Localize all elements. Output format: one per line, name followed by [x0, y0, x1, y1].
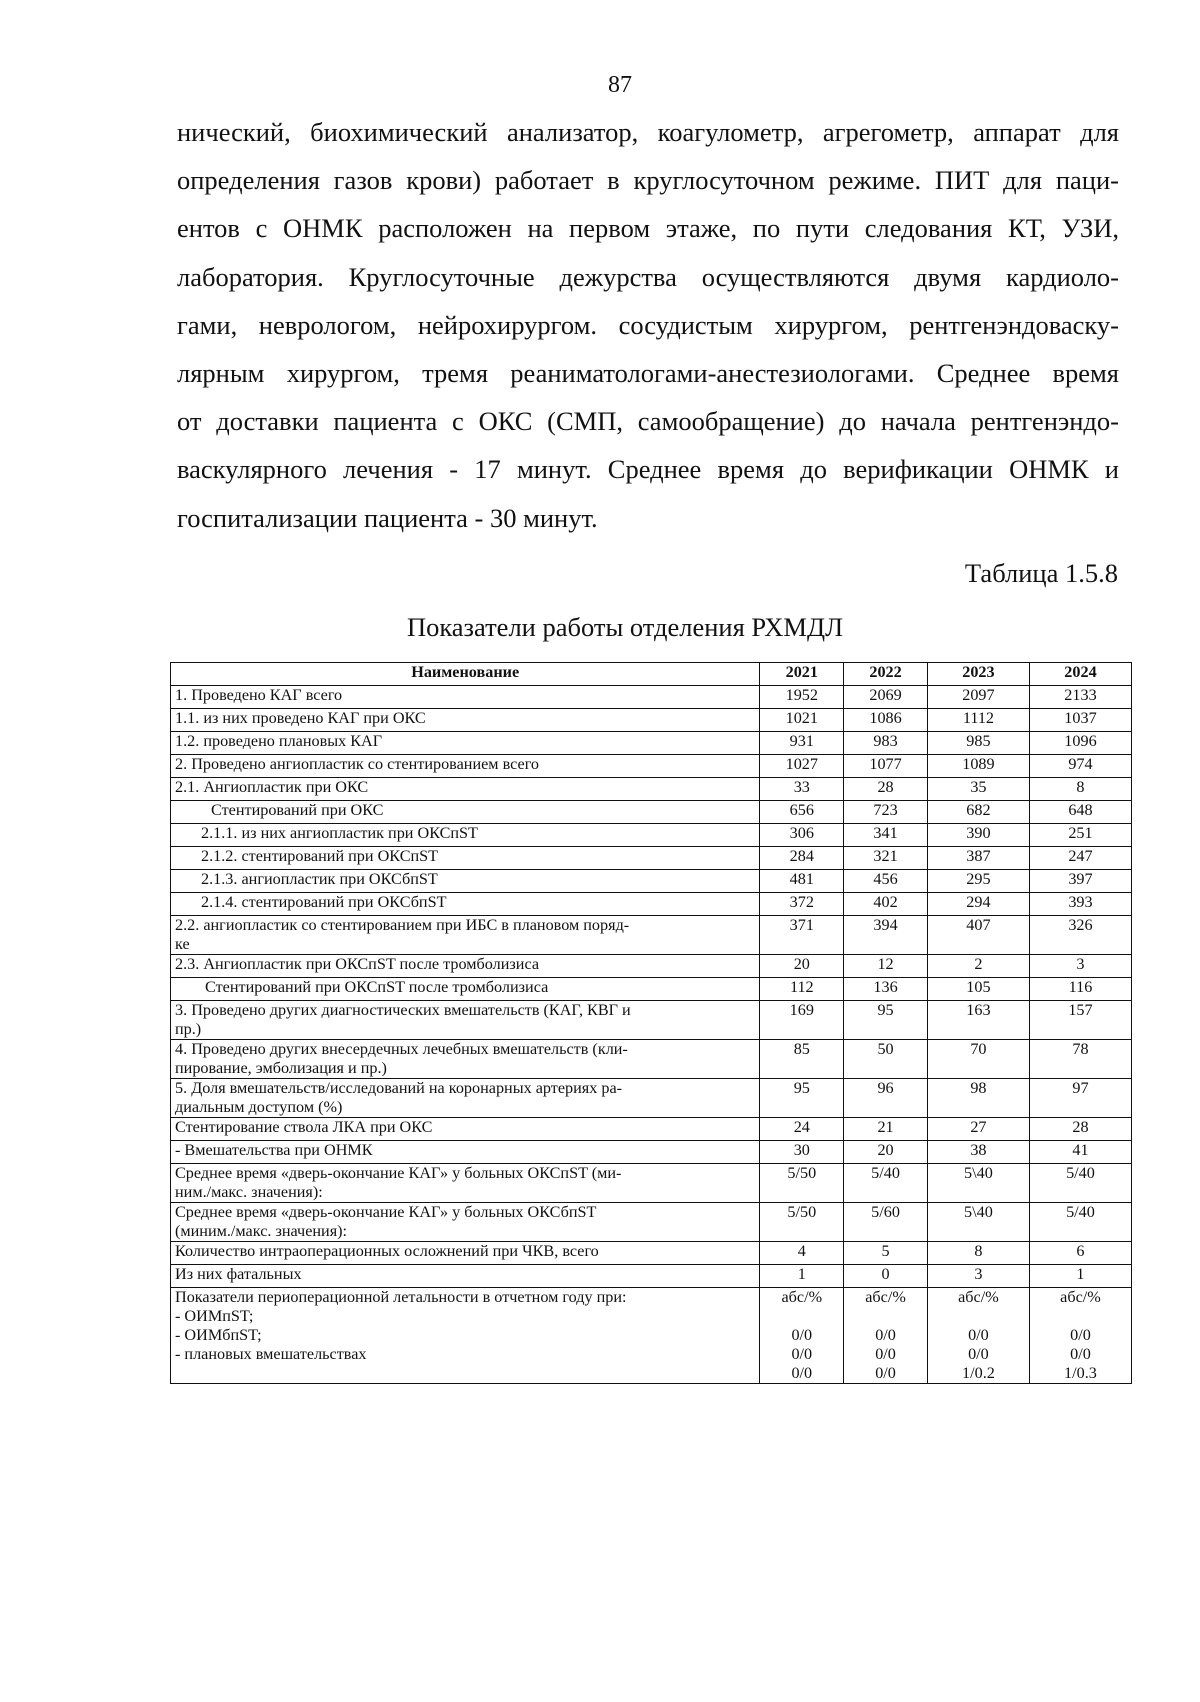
table-row-mortality	[171, 1288, 1132, 1384]
value-cell: 371	[760, 916, 844, 955]
page-number: 87	[608, 72, 632, 98]
value-cell: 390	[927, 824, 1029, 847]
value-cell: 1037	[1029, 709, 1131, 732]
value-cell: 96	[844, 1079, 928, 1118]
value-cell: 983	[844, 732, 928, 755]
header-2024: 2024	[1029, 663, 1131, 686]
value-cell: 6	[1029, 1242, 1131, 1265]
value-cell: 1077	[844, 755, 928, 778]
value-cell: 306	[760, 824, 844, 847]
value-cell: 284	[760, 847, 844, 870]
value-cell: 163	[927, 1001, 1029, 1040]
row-name: Стентирование ствола ЛКА при ОКС	[171, 1118, 760, 1141]
value-cell: 372	[760, 893, 844, 916]
value-cell: абс/% 0/0 0/0 0/0	[844, 1288, 928, 1384]
value-cell: 98	[927, 1079, 1029, 1118]
value-cell: 5/60	[844, 1203, 928, 1242]
row-name: 2. Проведено ангиопластик со стентированием всего	[171, 755, 760, 778]
table-row	[171, 916, 1132, 955]
value-cell: 456	[844, 870, 928, 893]
value-cell: 3	[927, 1265, 1029, 1288]
paragraph-line: ентов с ОНМК расположен на первом этаже, по пути следования КТ, УЗИ,	[177, 213, 1119, 244]
table-row	[171, 801, 1132, 824]
value-cell: 5\40	[927, 1203, 1029, 1242]
row-name: Среднее время «дверь-окончание КАГ» у больных ОКСпST (ми- ним./макс. значения):	[171, 1164, 760, 1203]
value-cell: 648	[1029, 801, 1131, 824]
table-row	[171, 778, 1132, 801]
value-cell: 112	[760, 978, 844, 1001]
value-cell: 1089	[927, 755, 1029, 778]
value-cell: 247	[1029, 847, 1131, 870]
value-cell: 78	[1029, 1040, 1131, 1079]
value-cell: 1096	[1029, 732, 1131, 755]
value-cell: 682	[927, 801, 1029, 824]
value-cell: 1112	[927, 709, 1029, 732]
value-cell: 95	[760, 1079, 844, 1118]
value-cell: 5/40	[1029, 1203, 1131, 1242]
row-name: 4. Проведено других внесердечных лечебных вмешательств (кли- пирование, эмболизация и пр.)	[171, 1040, 760, 1079]
value-cell: 2069	[844, 686, 928, 709]
header-2021: 2021	[760, 663, 844, 686]
row-name: Стентирований при ОКСпST после тромболизиса	[171, 978, 760, 1001]
table-row	[171, 1118, 1132, 1141]
table-row	[171, 870, 1132, 893]
value-cell: 41	[1029, 1141, 1131, 1164]
table-row	[171, 824, 1132, 847]
paragraph-line: васкулярного лечения - 17 минут. Среднее время до верификации ОНМК и	[177, 454, 1119, 485]
value-cell: 97	[1029, 1079, 1131, 1118]
value-cell: 387	[927, 847, 1029, 870]
value-cell: 12	[844, 955, 928, 978]
value-cell: 38	[927, 1141, 1029, 1164]
row-name: 2.1. Ангиопластик при ОКС	[171, 778, 760, 801]
value-cell: 2	[927, 955, 1029, 978]
table-row	[171, 1079, 1132, 1118]
paragraph-line: лярным хирургом, тремя реаниматологами-анестезиологами. Среднее время	[177, 358, 1119, 389]
value-cell: 295	[927, 870, 1029, 893]
value-cell: 3	[1029, 955, 1131, 978]
header-2023: 2023	[927, 663, 1029, 686]
value-cell: 394	[844, 916, 928, 955]
value-cell: 28	[844, 778, 928, 801]
paragraph-line: гами, неврологом, нейрохирургом. сосудистым хирургом, рентгенэндоваску-	[177, 309, 1119, 340]
table-row	[171, 1141, 1132, 1164]
value-cell: 341	[844, 824, 928, 847]
value-cell: 85	[760, 1040, 844, 1079]
header-name: Наименование	[171, 663, 760, 686]
row-name: 2.1.4. стентирований при ОКСбпST	[171, 893, 760, 916]
value-cell: абс/% 0/0 0/0 1/0.2	[927, 1288, 1029, 1384]
value-cell: абс/% 0/0 0/0 0/0	[760, 1288, 844, 1384]
value-cell: 2097	[927, 686, 1029, 709]
value-cell: 985	[927, 732, 1029, 755]
value-cell: 20	[844, 1141, 928, 1164]
value-cell: 931	[760, 732, 844, 755]
row-name: 3. Проведено других диагностических вмешательств (КАГ, КВГ и пр.)	[171, 1001, 760, 1040]
value-cell: 20	[760, 955, 844, 978]
row-name: Стентирований при ОКС	[171, 801, 760, 824]
value-cell: 321	[844, 847, 928, 870]
value-cell: 70	[927, 1040, 1029, 1079]
value-cell: 656	[760, 801, 844, 824]
row-name: Из них фатальных	[171, 1265, 760, 1288]
value-cell: 5/50	[760, 1164, 844, 1203]
table-title: Показатели работы отделения РХМДЛ	[406, 612, 844, 642]
indicators-table	[170, 662, 1132, 1384]
table-row	[171, 893, 1132, 916]
row-name: Среднее время «дверь-окончание КАГ» у больных ОКСбпST (миним./макс. значения):	[171, 1203, 760, 1242]
value-cell: 28	[1029, 1118, 1131, 1141]
paragraph-line: нический, биохимический анализатор, коагулометр, агрегометр, аппарат для	[177, 117, 1119, 147]
row-name: 2.3. Ангиопластик при ОКСпST после тромболизиса	[171, 955, 760, 978]
table-row	[171, 755, 1132, 778]
row-name: 2.1.3. ангиопластик при ОКСбпST	[171, 870, 760, 893]
value-cell: 397	[1029, 870, 1131, 893]
value-cell: 723	[844, 801, 928, 824]
value-cell: 5/40	[844, 1164, 928, 1203]
value-cell: 294	[927, 893, 1029, 916]
value-cell: 5/40	[1029, 1164, 1131, 1203]
table-label: Таблица 1.5.8	[964, 558, 1118, 588]
value-cell: 393	[1029, 893, 1131, 916]
value-cell: 5\40	[927, 1164, 1029, 1203]
table-row	[171, 847, 1132, 870]
row-name: 2.1.1. из них ангиопластик при ОКСпST	[171, 824, 760, 847]
paragraph-line: от доставки пациента с ОКС (СМП, самообращение) до начала рентгенэндо-	[177, 406, 1119, 437]
value-cell: 33	[760, 778, 844, 801]
value-cell: 136	[844, 978, 928, 1001]
value-cell: 157	[1029, 1001, 1131, 1040]
paragraph-line: госпитализации пациента - 30 минут.	[177, 502, 598, 533]
value-cell: 24	[760, 1118, 844, 1141]
paragraph-line: определения газов крови) работает в круглосуточном режиме. ПИТ для паци-	[177, 165, 1119, 196]
table-row	[171, 732, 1132, 755]
table-row	[171, 1040, 1132, 1079]
row-name: Количество интраоперационных осложнений при ЧКВ, всего	[171, 1242, 760, 1265]
value-cell: 0	[844, 1265, 928, 1288]
value-cell: 30	[760, 1141, 844, 1164]
value-cell: абс/% 0/0 0/0 1/0.3	[1029, 1288, 1131, 1384]
paragraph-line: лаборатория. Круглосуточные дежурства осуществляются двумя кардиоло-	[177, 261, 1119, 292]
value-cell: 1	[1029, 1265, 1131, 1288]
table-row	[171, 1265, 1132, 1288]
value-cell: 1021	[760, 709, 844, 732]
value-cell: 8	[1029, 778, 1131, 801]
value-cell: 50	[844, 1040, 928, 1079]
table-row	[171, 709, 1132, 732]
value-cell: 35	[927, 778, 1029, 801]
value-cell: 1	[760, 1265, 844, 1288]
row-name: 2.1.2. стентирований при ОКСпST	[171, 847, 760, 870]
value-cell: 27	[927, 1118, 1029, 1141]
row-name: 1. Проведено КАГ всего	[171, 686, 760, 709]
value-cell: 1027	[760, 755, 844, 778]
table-row	[171, 955, 1132, 978]
value-cell: 2133	[1029, 686, 1131, 709]
value-cell: 326	[1029, 916, 1131, 955]
value-cell: 481	[760, 870, 844, 893]
value-cell: 1952	[760, 686, 844, 709]
table-row	[171, 978, 1132, 1001]
value-cell: 251	[1029, 824, 1131, 847]
value-cell: 407	[927, 916, 1029, 955]
value-cell: 116	[1029, 978, 1131, 1001]
header-2022: 2022	[844, 663, 928, 686]
row-name: 1.2. проведено плановых КАГ	[171, 732, 760, 755]
value-cell: 4	[760, 1242, 844, 1265]
table-row	[171, 1242, 1132, 1265]
value-cell: 1086	[844, 709, 928, 732]
value-cell: 5/50	[760, 1203, 844, 1242]
value-cell: 105	[927, 978, 1029, 1001]
row-name: 2.2. ангиопластик со стентированием при ИБС в плановом поряд- ке	[171, 916, 760, 955]
value-cell: 8	[927, 1242, 1029, 1265]
row-name: 5. Доля вмешательств/исследований на коронарных артериях ра- диальным доступом (%)	[171, 1079, 760, 1118]
value-cell: 974	[1029, 755, 1131, 778]
value-cell: 21	[844, 1118, 928, 1141]
row-name: - Вмешательства при ОНМК	[171, 1141, 760, 1164]
table-header-row	[171, 663, 1132, 686]
table-row	[171, 1001, 1132, 1040]
row-name: Показатели периоперационной летальности в отчетном году при: - ОИМпST; - ОИМбпST; - плановых вмешательствах	[171, 1288, 760, 1384]
table-row	[171, 686, 1132, 709]
value-cell: 402	[844, 893, 928, 916]
value-cell: 5	[844, 1242, 928, 1265]
table-row	[171, 1203, 1132, 1242]
row-name: 1.1. из них проведено КАГ при ОКС	[171, 709, 760, 732]
table-row	[171, 1164, 1132, 1203]
value-cell: 95	[844, 1001, 928, 1040]
body-paragraph	[177, 108, 1119, 542]
value-cell: 169	[760, 1001, 844, 1040]
